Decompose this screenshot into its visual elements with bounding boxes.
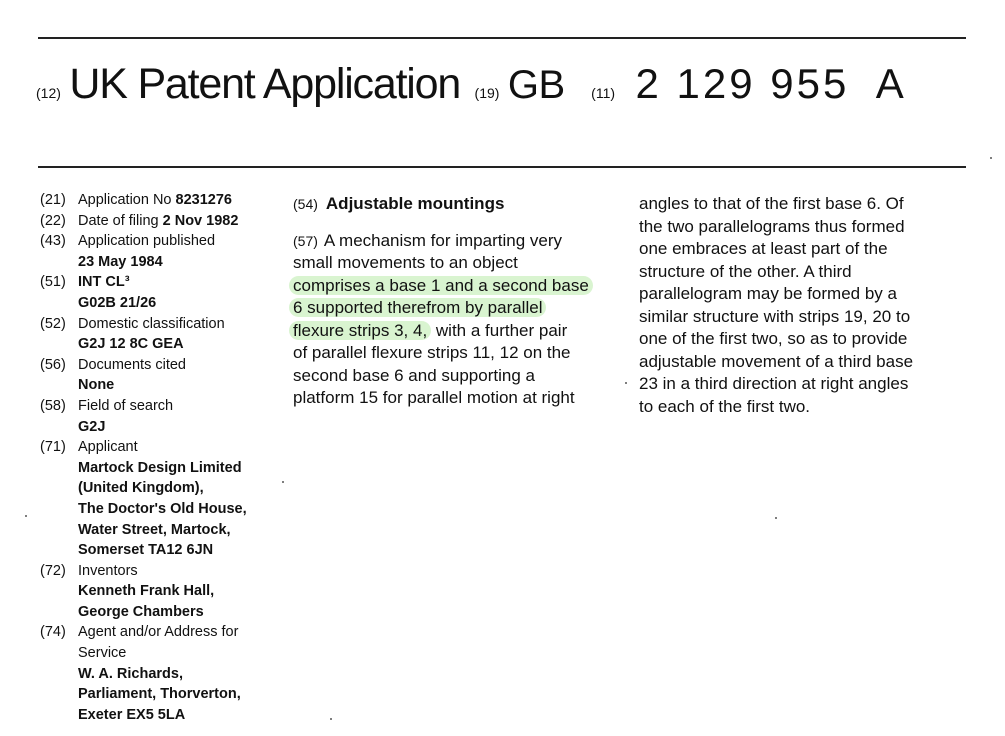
biblio-item: (22) Date of filing 2 Nov 1982: [40, 212, 239, 229]
biblio-item: (58) Field of search: [40, 397, 174, 414]
abstract-line: 23 in a third direction at right angles: [639, 374, 909, 393]
biblio-item: (74) Agent and/or Address for Service: [40, 624, 239, 662]
top-rule: [38, 37, 966, 39]
abstract-line: angles to that of the first base 6. Of: [639, 194, 904, 213]
biblio-value: Exeter EX5 5LA: [78, 706, 186, 723]
biblio-value: Martock Design Limited: [78, 459, 242, 476]
invention-title: (54) Adjustable mountings: [293, 194, 505, 213]
abstract-line: to each of the first two.: [639, 396, 811, 416]
abstract-line: parallelogram may be formed by a: [639, 284, 897, 303]
abstract-column-2: [639, 193, 969, 418]
highlighted-text: comprises a base 1 and a second base: [289, 276, 593, 295]
biblio-item: (52) Domestic classification: [40, 315, 225, 332]
biblio-value: Kenneth Frank Hall,: [78, 583, 215, 600]
scan-speck: [282, 481, 284, 483]
scan-speck: [775, 517, 777, 519]
abstract-line: [293, 275, 628, 298]
biblio-value: Somerset TA12 6JN: [78, 542, 214, 559]
biblio-value: G2J: [78, 418, 106, 435]
highlighted-text: flexure strips 3, 4,: [289, 321, 431, 340]
biblio-value: W. A. Richards,: [78, 665, 184, 682]
abstract-line: of parallel flexure strips 11, 12 on the: [293, 343, 571, 362]
document-title: UK Patent Application: [69, 60, 461, 108]
biblio-item: (21) Application No 8231276: [40, 192, 232, 208]
publication-number: 2 129 955: [635, 60, 850, 107]
country-code: GB: [507, 63, 565, 107]
code-11: (11): [591, 85, 616, 101]
scan-speck: [990, 157, 992, 159]
abstract-line: platform 15 for parallel motion at right: [293, 388, 575, 407]
abstract-line: [293, 297, 628, 320]
abstract-line: second base 6 and supporting a: [293, 365, 535, 385]
biblio-value: The Doctor's Old House,: [78, 500, 247, 517]
biblio-value: (United Kingdom),: [78, 480, 204, 497]
biblio-value: G02B 21/26: [78, 294, 157, 311]
abstract-line: adjustable movement of a third base: [639, 351, 914, 371]
biblio-value: G2J 12 8C GEA: [78, 336, 184, 353]
kind-code: A: [875, 60, 904, 107]
highlighted-text: 6 supported therefrom by parallel: [289, 298, 546, 317]
scan-speck: [330, 718, 332, 720]
abstract-line: one embraces at least part of the: [639, 239, 888, 258]
scan-speck: [25, 515, 27, 517]
code-12: (12): [36, 85, 61, 101]
biblio-value: Water Street, Martock,: [78, 521, 231, 538]
biblio-value: George Chambers: [78, 603, 204, 620]
scan-speck: [625, 382, 627, 384]
patent-header: [36, 60, 976, 120]
bibliographic-data: [40, 190, 275, 725]
biblio-item: (51) INT CL³: [40, 274, 130, 291]
biblio-item: (72) Inventors: [40, 562, 138, 579]
biblio-item: (56) Documents cited: [40, 356, 186, 373]
biblio-value: 23 May 1984: [78, 253, 163, 270]
abstract-line: one of the first two, so as to provide: [639, 329, 908, 348]
abstract-line: small movements to an object: [293, 253, 518, 272]
biblio-value: None: [78, 377, 115, 394]
biblio-value: Parliament, Thorverton,: [78, 686, 241, 703]
biblio-item: (43) Application published: [40, 233, 216, 250]
abstract-line: flexure strips 3, 4, with a further pair: [293, 320, 628, 343]
biblio-item: (71) Applicant: [40, 439, 138, 456]
abstract-column-1: [293, 193, 628, 410]
abstract-line: similar structure with strips 19, 20 to: [639, 306, 911, 326]
abstract-line: (57) A mechanism for imparting very: [293, 230, 562, 250]
code-19: (19): [474, 85, 500, 101]
abstract-line: the two parallelograms thus formed: [639, 216, 905, 236]
abstract-line: structure of the other. A third: [639, 261, 852, 281]
middle-rule: [38, 166, 966, 168]
